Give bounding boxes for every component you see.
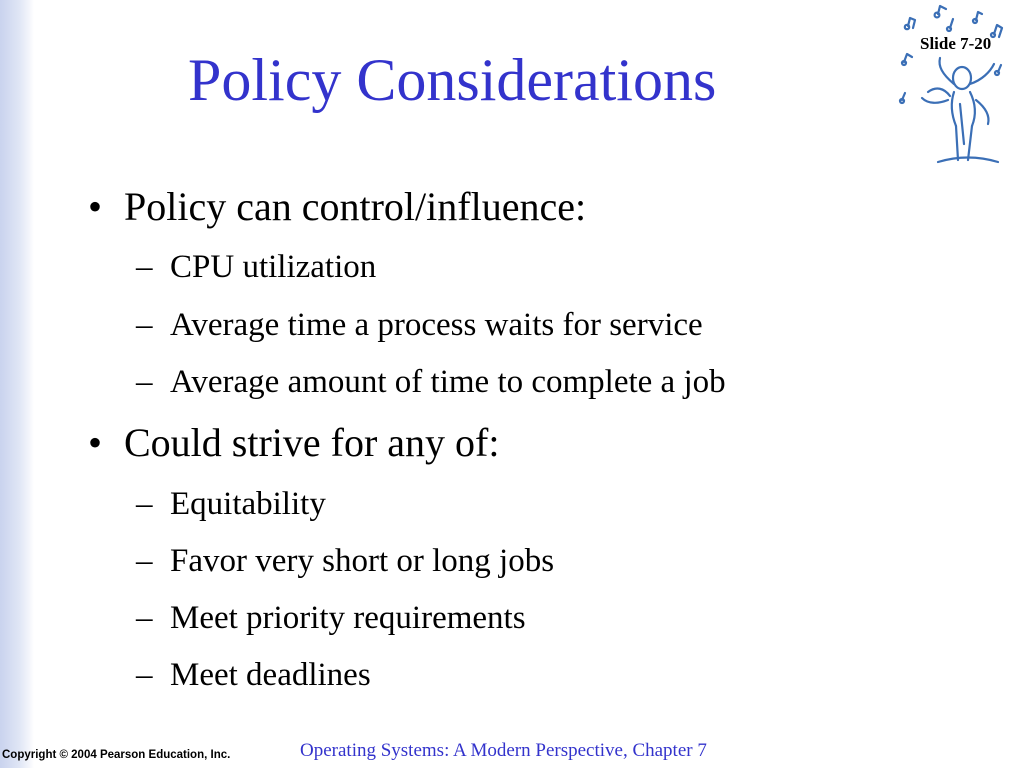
sub-bullet-item	[136, 598, 526, 638]
sub-bullet-text: Meet deadlines	[170, 657, 371, 693]
dash-marker: –	[136, 486, 153, 522]
sub-bullet-item	[136, 305, 703, 345]
sub-bullet-text: Favor very short or long jobs	[170, 543, 555, 579]
sub-bullet-item	[136, 484, 326, 524]
bullet-text: Policy can control/influence:	[124, 184, 587, 229]
bullet-item	[88, 184, 586, 230]
dash-marker: –	[136, 249, 153, 285]
slide-number: Slide 7-20	[920, 34, 992, 53]
sub-bullet-item	[136, 362, 726, 402]
sub-bullet-item	[136, 655, 371, 695]
dancer-with-music-notes-icon	[898, 4, 1022, 174]
sub-bullet-text: Meet priority requirements	[170, 600, 526, 636]
dash-marker: –	[136, 600, 153, 636]
sub-bullet-item	[136, 247, 376, 287]
sub-bullet-text: Equitability	[170, 486, 326, 522]
left-gradient-bar	[0, 0, 34, 768]
sub-bullet-text: CPU utilization	[170, 249, 377, 285]
sub-bullet-text: Average time a process waits for service	[170, 307, 703, 343]
book-title-footer: Operating Systems: A Modern Perspective, Chapter 7	[300, 740, 707, 761]
sub-bullet-text: Average amount of time to complete a job	[170, 364, 726, 400]
bullet-text: Could strive for any of:	[124, 420, 500, 465]
bullet-item	[88, 420, 500, 466]
bullet-marker: •	[88, 184, 103, 229]
dash-marker: –	[136, 307, 153, 343]
dash-marker: –	[136, 543, 153, 579]
slide-title: Policy Considerations	[188, 47, 717, 113]
sub-bullet-item	[136, 541, 554, 581]
bullet-marker: •	[88, 420, 103, 465]
dash-marker: –	[136, 364, 153, 400]
copyright-notice: Copyright © 2004 Pearson Education, Inc.	[2, 749, 231, 761]
dash-marker: –	[136, 657, 153, 693]
